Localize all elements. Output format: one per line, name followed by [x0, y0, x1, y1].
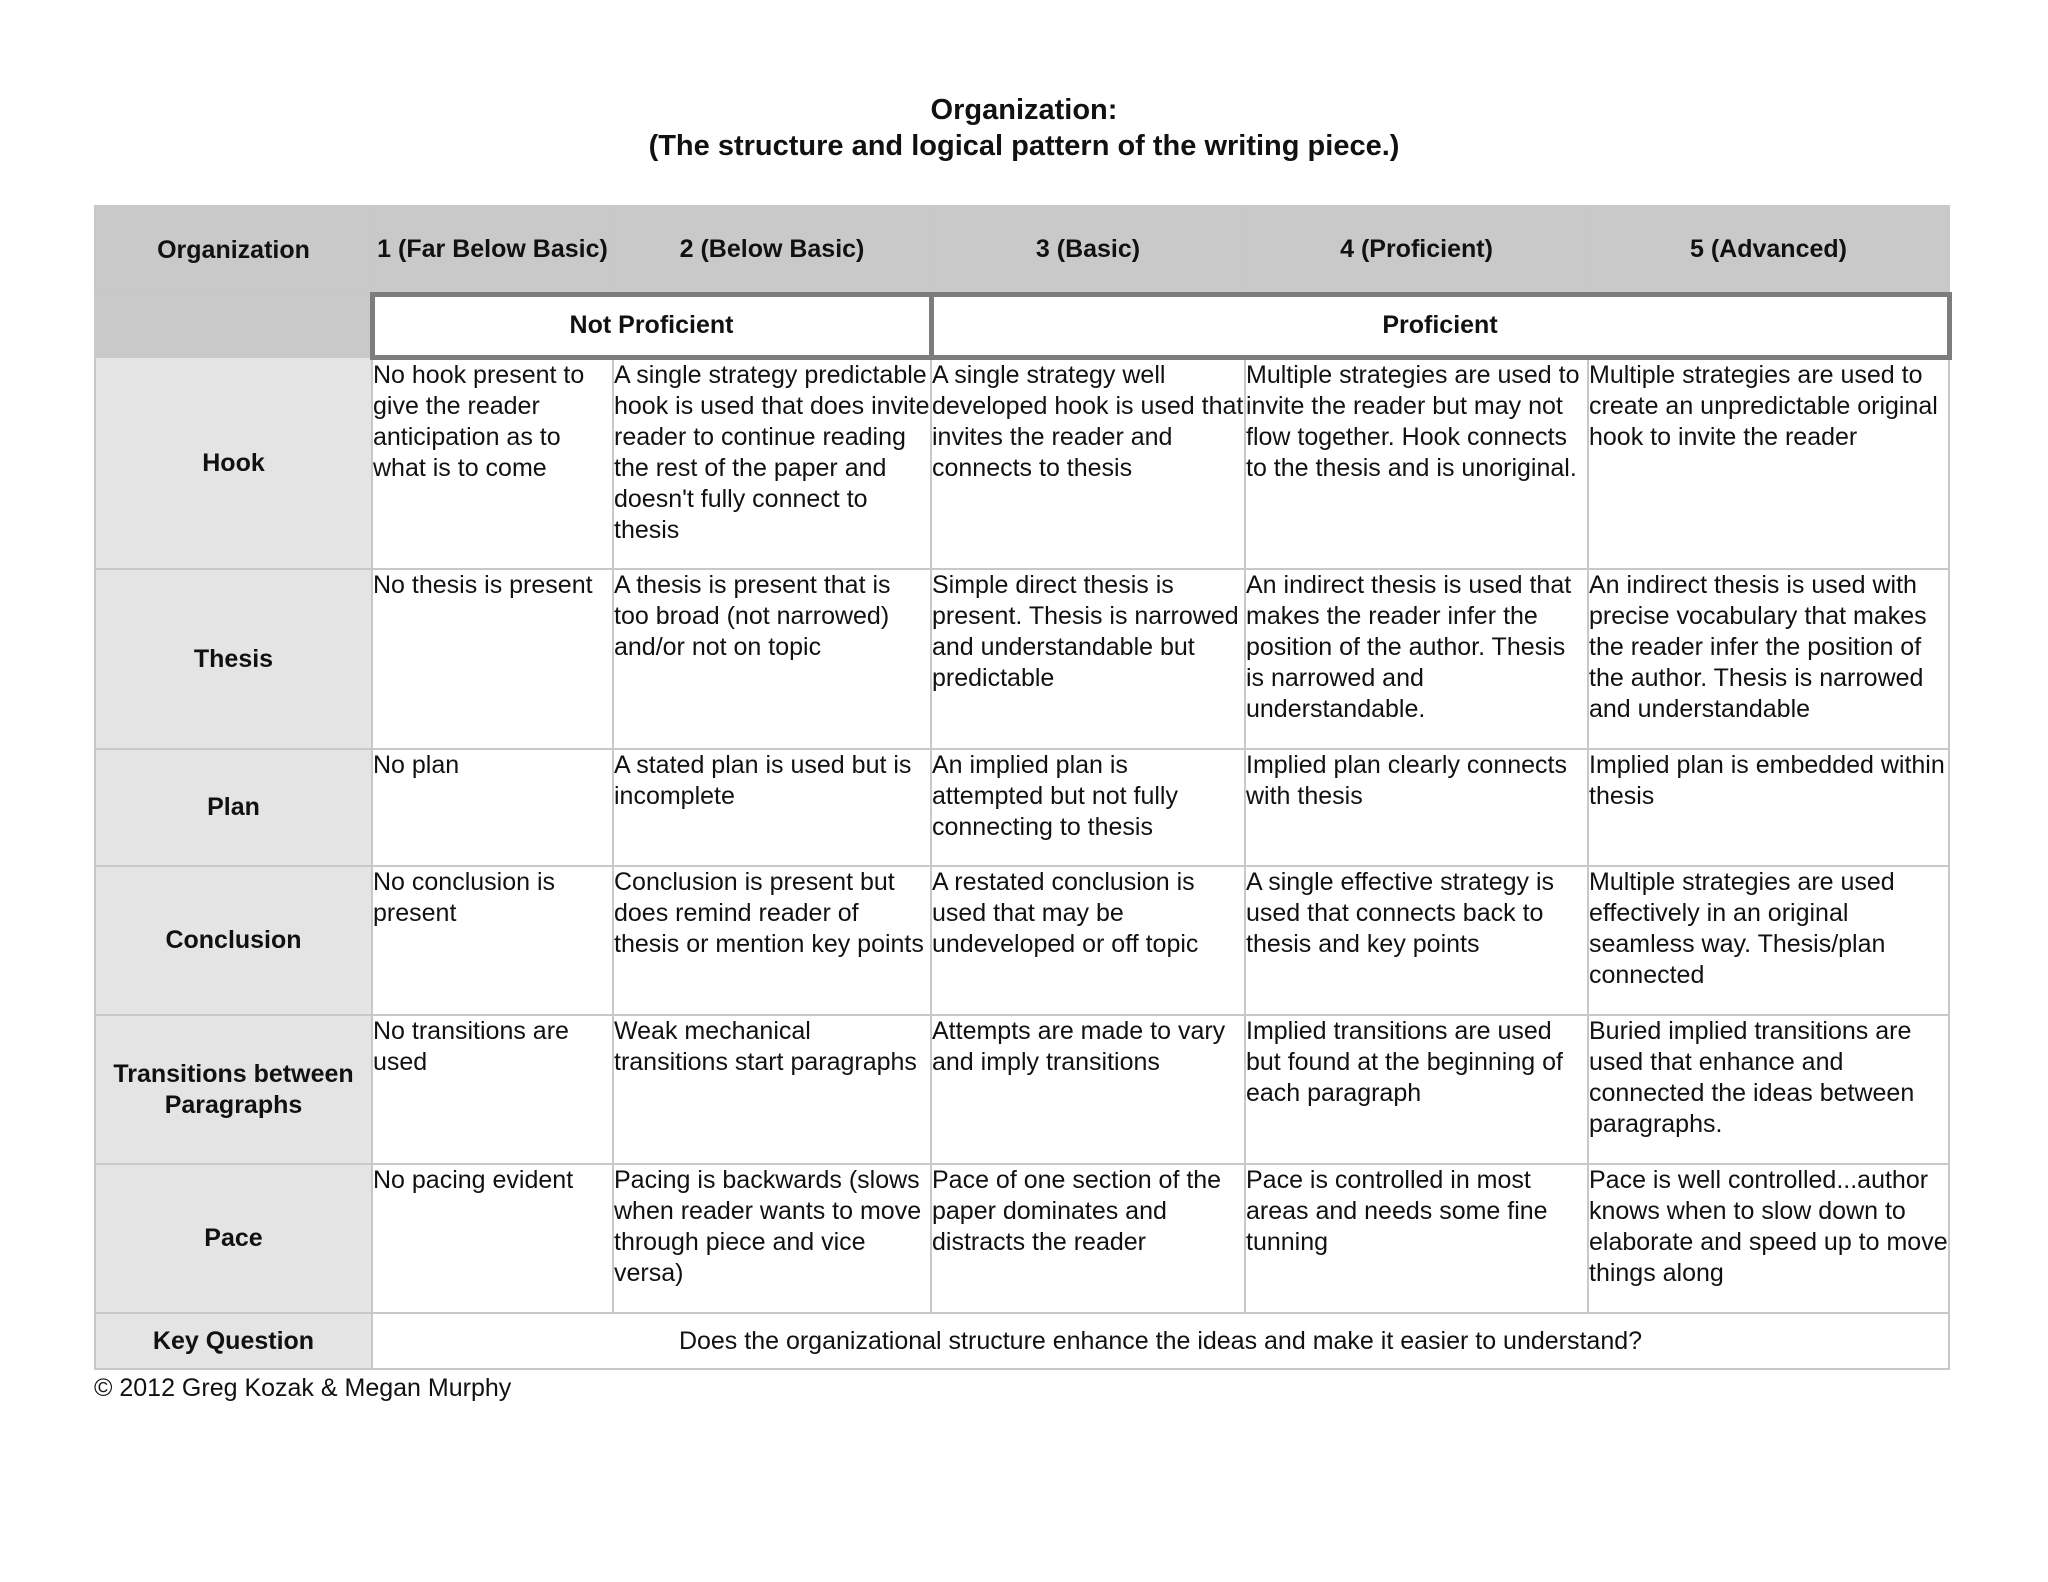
table-cell: Pace of one section of the paper dominates and distracts the reader: [931, 1164, 1245, 1313]
header-row: [95, 206, 1949, 294]
table-cell: Attempts are made to vary and imply transitions: [931, 1015, 1245, 1164]
table-cell: An indirect thesis is used with precise vocabulary that makes the reader infer the position of the author. Thesis is narrowed and understandable: [1588, 569, 1949, 749]
header-level-1: 1 (Far Below Basic): [372, 206, 613, 294]
header-level-2: 2 (Below Basic): [613, 206, 931, 294]
table-cell: Weak mechanical transitions start paragraphs: [613, 1015, 931, 1164]
table-cell: No hook present to give the reader anticipation as to what is to come: [372, 357, 613, 569]
table-cell: Multiple strategies are used to invite the reader but may not flow together. Hook connects to the thesis and is unoriginal.: [1245, 357, 1588, 569]
table-cell: Conclusion is present but does remind reader of thesis or mention key points: [613, 866, 931, 1015]
band-proficient: Proficient: [931, 294, 1949, 357]
table-cell: No thesis is present: [372, 569, 613, 749]
document-title: [0, 92, 2048, 164]
criterion-label: Plan: [95, 749, 372, 866]
table-cell: Pacing is backwards (slows when reader wants to move through piece and vice versa): [613, 1164, 931, 1313]
header-level-4: 4 (Proficient): [1245, 206, 1588, 294]
table-cell: No pacing evident: [372, 1164, 613, 1313]
band-spacer: [95, 294, 372, 357]
table-cell: A single effective strategy is used that connects back to thesis and key points: [1245, 866, 1588, 1015]
copyright-notice: © 2012 Greg Kozak & Megan Murphy: [94, 1374, 512, 1402]
table-cell: Buried implied transitions are used that enhance and connected the ideas between paragraphs.: [1588, 1015, 1949, 1164]
table-cell: A thesis is present that is too broad (not narrowed) and/or not on topic: [613, 569, 931, 749]
table-cell: A restated conclusion is used that may be undeveloped or off topic: [931, 866, 1245, 1015]
table-row: [95, 1164, 1949, 1313]
band-not-proficient: Not Proficient: [372, 294, 931, 357]
key-question-row: [95, 1313, 1949, 1369]
header-criterion: Organization: [95, 206, 372, 294]
table-cell: Implied plan is embedded within thesis: [1588, 749, 1949, 866]
table-cell: An implied plan is attempted but not fully connecting to thesis: [931, 749, 1245, 866]
band-row: [95, 294, 1949, 357]
table-row: [95, 866, 1949, 1015]
table-row: [95, 749, 1949, 866]
table-row: [95, 1015, 1949, 1164]
table-row: [95, 357, 1949, 569]
title-line-1: Organization:: [930, 94, 1118, 126]
table-cell: An indirect thesis is used that makes the reader infer the position of the author. Thesis is narrowed and understandable.: [1245, 569, 1588, 749]
table-cell: A stated plan is used but is incomplete: [613, 749, 931, 866]
table-cell: Pace is controlled in most areas and needs some fine tunning: [1245, 1164, 1588, 1313]
table-cell: A single strategy well developed hook is used that invites the reader and connects to thesis: [931, 357, 1245, 569]
criterion-label: Hook: [95, 357, 372, 569]
table-cell: Implied plan clearly connects with thesis: [1245, 749, 1588, 866]
title-line-2: (The structure and logical pattern of the writing piece.): [648, 130, 1400, 162]
table-cell: Simple direct thesis is present. Thesis is narrowed and understandable but predictable: [931, 569, 1245, 749]
header-level-5: 5 (Advanced): [1588, 206, 1949, 294]
table-cell: Pace is well controlled...author knows when to slow down to elaborate and speed up to move things along: [1588, 1164, 1949, 1313]
table-cell: No transitions are used: [372, 1015, 613, 1164]
table-cell: A single strategy predictable hook is used that does invite reader to continue reading the rest of the paper and doesn't fully connect to thesis: [613, 357, 931, 569]
table-cell: Implied transitions are used but found at the beginning of each paragraph: [1245, 1015, 1588, 1164]
table-row: [95, 569, 1949, 749]
criterion-label: Thesis: [95, 569, 372, 749]
header-level-3: 3 (Basic): [931, 206, 1245, 294]
table-cell: Multiple strategies are used to create an unpredictable original hook to invite the reader: [1588, 357, 1949, 569]
table-cell: No plan: [372, 749, 613, 866]
key-question-label: Key Question: [95, 1313, 372, 1369]
criterion-label: Conclusion: [95, 866, 372, 1015]
organization-rubric-table: [94, 205, 1952, 1370]
criterion-label: Pace: [95, 1164, 372, 1313]
criterion-label: Transitions between Paragraphs: [95, 1015, 372, 1164]
key-question-text: Does the organizational structure enhance the ideas and make it easier to understand?: [372, 1313, 1949, 1369]
table-cell: No conclusion is present: [372, 866, 613, 1015]
table-cell: Multiple strategies are used effectively in an original seamless way. Thesis/plan connected: [1588, 866, 1949, 1015]
